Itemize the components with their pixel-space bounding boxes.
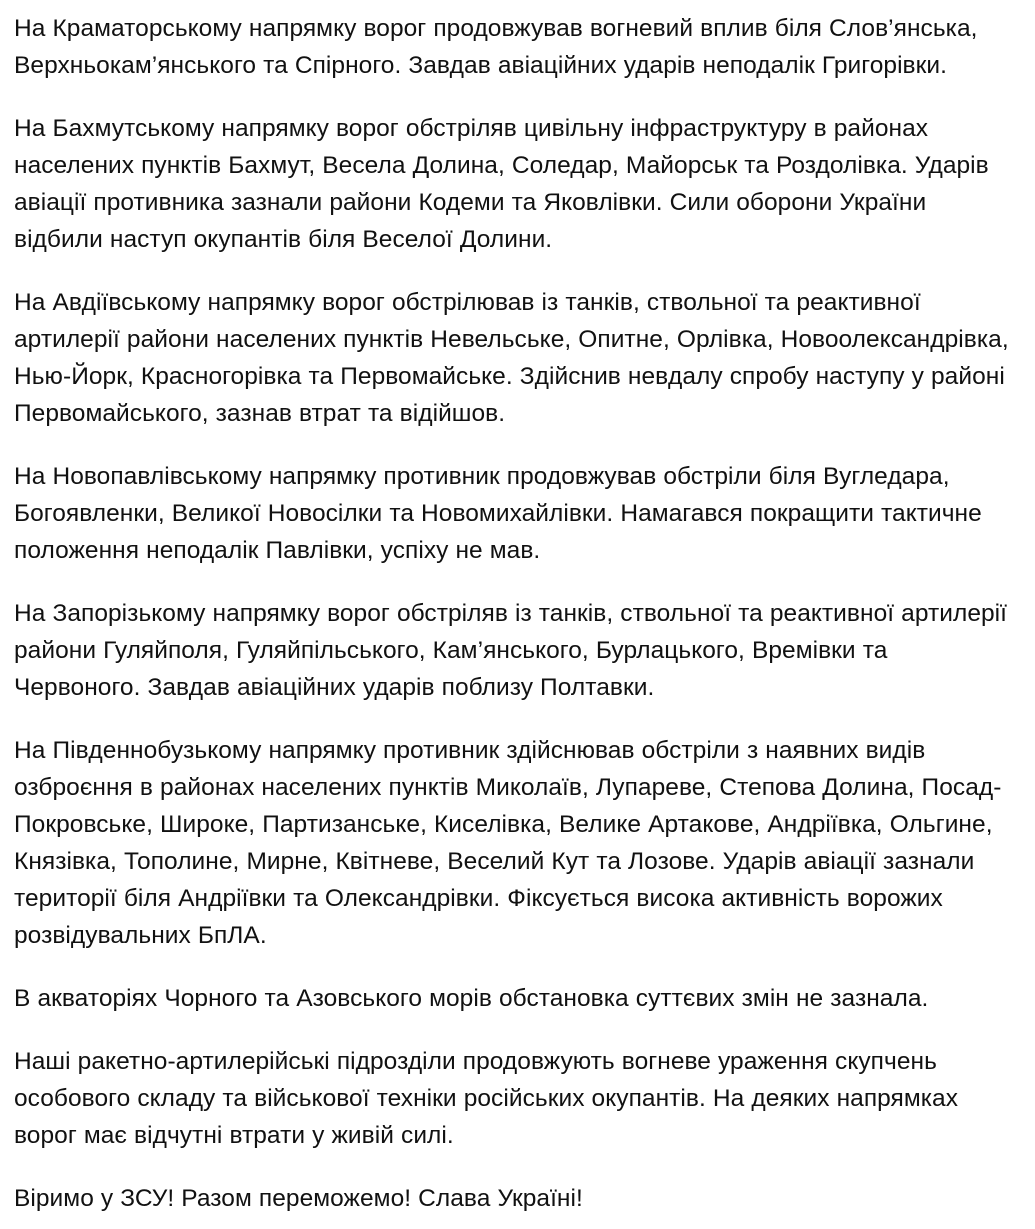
paragraph-kramatorsk-direction: На Краматорському напрямку ворог продовжував вогневий вплив біля Слов’янська, Верхньокам’янського та Спірного. Завдав авіаційних ударів неподалік Григорівки. (14, 15, 978, 79)
paragraph-closing-slogan: Віримо у ЗСУ! Разом переможемо! Слава Україні! (14, 1185, 583, 1212)
paragraph-rocket-artillery-units: Наші ракетно-артилерійські підрозділи продовжують вогневе ураження скупчень особового складу та військової техніки російських окупантів. На деяких напрямках ворог має відчутні втрати у живій силі. (14, 1048, 959, 1149)
paragraph-zaporizhzhia-direction: На Запорізькому напрямку ворог обстріляв із танків, ствольної та реактивної артилерії райони Гуляйполя, Гуляйпільського, Кам’янського, Бурлацького, Времівки та Червоного. Завдав авіаційних ударів поблизу Полтавки. (14, 600, 1008, 701)
paragraph-bakhmut-direction: На Бахмутському напрямку ворог обстріляв цивільну інфраструктуру в районах населених пунктів Бахмут, Весела Долина, Соледар, Майорськ та Роздолівка. Ударів авіації противника зазнали райони Кодеми та Яковлівки. Сили оборони України відбили наступ окупантів біля Веселої Долини. (14, 115, 989, 253)
paragraph-avdiivka-direction: На Авдіївському напрямку ворог обстрілював із танків, ствольної та реактивної артилерії райони населених пунктів Невельське, Опитне, Орлівка, Новоолександрівка, Нью-Йорк, Красногорівка та Первомайське. Здійснив невдалу спробу наступу у районі Первомайського, зазнав втрат та відійшов. (14, 289, 1009, 427)
paragraph-novopavlivka-direction: На Новопавлівському напрямку противник продовжував обстріли біля Вугледара, Богоявленки, Великої Новосілки та Новомихайлівки. Намагався покращити тактичне положення неподалік Павлівки, успіху не мав. (14, 463, 982, 564)
paragraph-black-sea-azov: В акваторіях Чорного та Азовського морів обстановка суттєвих змін не зазнала. (14, 985, 929, 1012)
paragraph-pivdennyi-buh-direction: На Південнобузькому напрямку противник здійснював обстріли з наявних видів озброєння в районах населених пунктів Миколаїв, Лупареве, Степова Долина, Посад-Покровське, Широке, Партизанське, Киселівка, Велике Артакове, Андріївка, Ольгине, Князівка, Тополине, Мирне, Квітневе, Веселий Кут та Лозове. Ударів авіації зазнали території біля Андріївки та Олександрівки. Фіксується висока активність ворожих розвідувальних БпЛА. (14, 737, 1002, 949)
